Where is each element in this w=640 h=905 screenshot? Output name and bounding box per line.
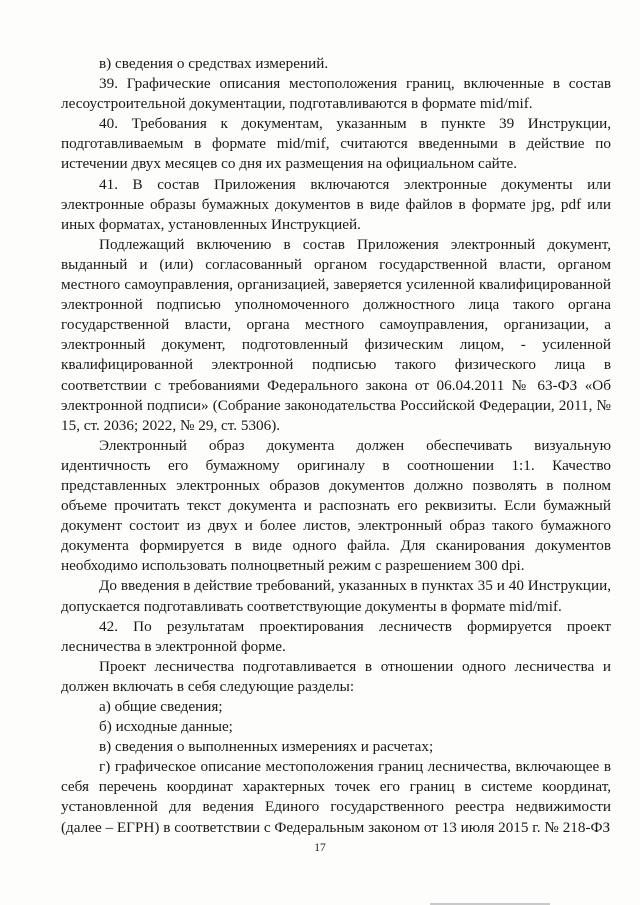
paragraph-project-sections-intro: Проект лесничества подготавливается в отношении одного лесничества и должен включать в себя следующие разделы: — [61, 657, 611, 695]
list-item-a: а) общие сведения; — [99, 698, 223, 715]
paragraph-item-41: 41. В состав Приложения включаются электронные документы или электронные образы бумажных документов в виде файлов в формате jpg, pdf или иных форматах, установленных Инструкцией. — [61, 175, 611, 233]
list-item-g: г) графическое описание местоположения границ лесничества, включающее в себя перечень координат характерных точек его границ в системе координат, установленной для ведения Единого государственного реестра недвижимости (далее – ЕГРН) в соответствии с Федеральным законом от 13 июля 2015 г. № 218-ФЗ — [61, 758, 611, 836]
list-item-v: в) сведения о выполненных измерениях и расчетах; — [99, 738, 434, 756]
paragraph-item-42: 42. По результатам проектирования лесничеств формируется проект лесничества в электронной форме. — [61, 617, 611, 655]
document-body — [61, 54, 611, 838]
page-number: 17 — [314, 842, 326, 854]
list-item-b: б) исходные данные; — [99, 718, 233, 736]
paragraph-electronic-image: Электронный образ документа должен обеспечивать визуальную идентичность его бумажному оригиналу в соотношении 1:1. Качество представленных электронных образов документов должно позволять в полном объеме прочитать текст документа и распознать его реквизиты. Если бумажный документ состоит из двух и более листов, электронный образ такого бумажного документа формируется в виде одного файла. Для сканирования документов необходимо использовать полноцветный режим с разрешением 300 dpi. — [61, 436, 611, 575]
paragraph-measuring-instruments: в) сведения о средствах измерений. — [99, 55, 329, 72]
paragraph-mid-mif-transition: До введения в действие требований, указанных в пунктах 35 и 40 Инструкции, допускается подготавливать соответствующие документы в формате mid/mif. — [61, 577, 611, 615]
paragraph-electronic-signature: Подлежащий включению в состав Приложения электронный документ, выданный и (или) согласованный органом государственной власти, органом местного самоуправления, организацией, заверяется усиленной квалифицированной электронной подписью уполномоченного должностного лица такого органа государственной власти, органа местного самоуправления, организации, а электронный документ, подготовленный физическим лицом, - усиленной квалифицированной электронной подписью такого физического лица в соответствии с требованиями Федерального закона от 06.04.2011 № 63-ФЗ «Об электронной подписи» (Собрание законодательства Российской Федерации, 2011, № 15, ст. 2036; 2022, № 29, ст. 5306). — [61, 235, 611, 434]
paragraph-item-40: 40. Требования к документам, указанным в пункте 39 Инструкции, подготавливаемым в формате mid/mif, считаются введенными в действие по истечении двух месяцев со дня их размещения на официальном сайте. — [61, 115, 611, 173]
paragraph-item-39: 39. Графические описания местоположения границ, включенные в состав лесоустроительной документации, подготавливаются в формате mid/mif. — [61, 75, 611, 113]
